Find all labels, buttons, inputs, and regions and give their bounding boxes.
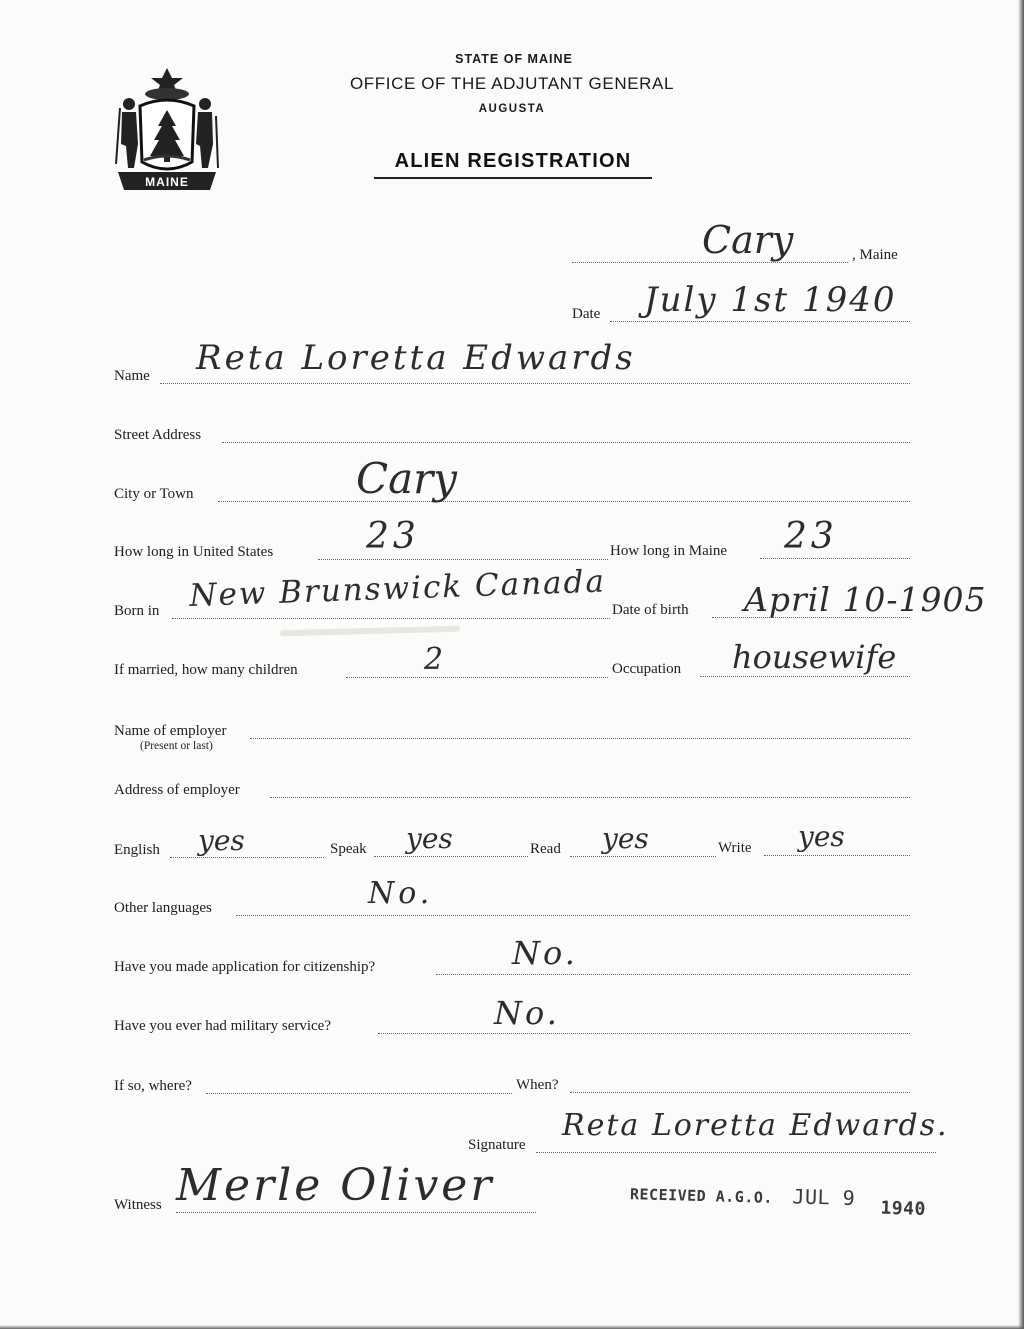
name-line (160, 383, 910, 384)
speak-value: yes (406, 822, 453, 855)
street-label: Street Address (114, 427, 202, 443)
long-us-label: How long in United States (114, 544, 274, 560)
town-line (572, 262, 848, 263)
dob-label: Date of birth (612, 602, 689, 618)
long-maine-value: 23 (784, 516, 838, 557)
citizenship-label: Have you made application for citizenship? (114, 959, 376, 975)
name-value: Reta Loretta Edwards (196, 338, 636, 378)
header-office: OFFICE OF THE ADJUTANT GENERAL (349, 74, 675, 93)
born-line (172, 618, 610, 619)
city-line (218, 501, 910, 502)
children-value: 2 (424, 642, 444, 677)
city-value: Cary (356, 454, 457, 503)
employer-address-label: Address of employer (114, 782, 240, 798)
signature-value: Reta Loretta Edwards. (562, 1108, 949, 1143)
svg-text:MAINE: MAINE (145, 175, 189, 189)
witness-line (176, 1212, 536, 1213)
citizenship-value: No. (512, 934, 578, 972)
citizenship-line (436, 974, 910, 975)
date-line (610, 321, 910, 322)
other-lang-line (236, 915, 910, 916)
stamp-year: 1940 (880, 1197, 927, 1220)
long-maine-line (760, 558, 910, 559)
write-line (764, 855, 910, 856)
signature-line (536, 1152, 936, 1153)
occupation-label: Occupation (612, 661, 682, 677)
header-state: STATE OF MAINE (455, 52, 573, 66)
dob-value: April 10-1905 (744, 580, 987, 619)
children-label: If married, how many children (114, 662, 298, 678)
town-value: Cary (702, 218, 794, 262)
witness-label: Witness (114, 1197, 162, 1213)
stamp-month-day: JUL 9 (792, 1184, 856, 1211)
speak-label: Speak (330, 841, 367, 857)
received-stamp (629, 1180, 927, 1220)
english-line (170, 857, 324, 858)
write-label: Write (718, 840, 752, 856)
where-label: If so, where? (114, 1078, 192, 1094)
write-value: yes (798, 820, 845, 853)
read-label: Read (530, 841, 561, 857)
scan-edge (1018, 0, 1024, 1329)
long-us-line (318, 559, 608, 560)
other-lang-value: No. (368, 876, 434, 911)
other-lang-label: Other languages (114, 900, 212, 916)
long-us-value: 23 (366, 516, 420, 557)
stamp-received: RECEIVED A.G.O. (629, 1185, 774, 1207)
occupation-line (700, 676, 910, 677)
name-label: Name (114, 368, 150, 384)
scan-edge (0, 1325, 1024, 1329)
military-line (378, 1033, 910, 1034)
header-city: AUGUSTA (478, 103, 546, 115)
english-value: yes (198, 824, 245, 857)
signature-label: Signature (468, 1137, 526, 1153)
long-maine-label: How long in Maine (610, 543, 728, 559)
date-label: Date (572, 306, 601, 322)
born-label: Born in (114, 603, 160, 619)
witness-value: Merle Oliver (176, 1160, 495, 1211)
erasure-mark (280, 626, 460, 637)
maine-label: , Maine (852, 247, 898, 263)
where-line (206, 1093, 512, 1094)
when-label: When? (516, 1077, 559, 1093)
when-line (570, 1092, 910, 1093)
street-line (222, 442, 910, 443)
employer-note: (Present or last) (140, 740, 213, 752)
english-label: English (114, 842, 160, 858)
date-value: July 1st 1940 (644, 280, 897, 320)
occupation-value: housewife (732, 638, 897, 676)
employer-line (250, 738, 910, 739)
read-value: yes (602, 822, 649, 855)
military-value: No. (494, 994, 560, 1032)
employer-address-line (270, 797, 910, 798)
born-value: New Brunswick Canada (188, 563, 607, 614)
speak-line (374, 856, 528, 857)
read-line (570, 856, 716, 857)
military-label: Have you ever had military service? (114, 1018, 331, 1034)
form-title: ALIEN REGISTRATION (374, 150, 652, 179)
children-line (346, 677, 608, 678)
city-label: City or Town (114, 486, 194, 502)
employer-label: Name of employer (114, 723, 227, 739)
